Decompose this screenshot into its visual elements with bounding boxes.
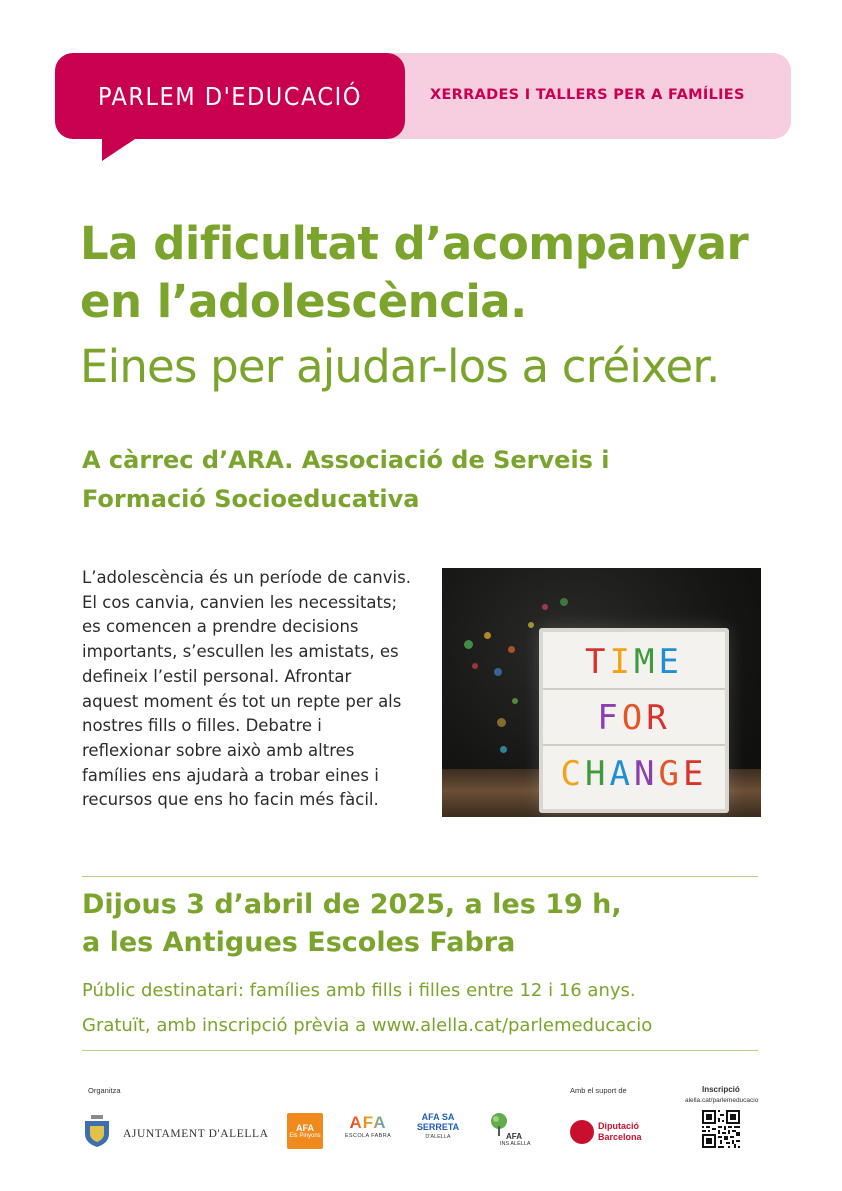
registration-url: alella.cat/parlemeducacio [685,1097,759,1104]
event-subtitle: Eines per ajudar-los a créixer. [80,340,720,393]
date-line-1: Dijous 3 d’abril de 2025, a les 19 h, [82,889,622,920]
sign-letter: F [597,698,622,738]
bokeh-light [497,718,506,727]
divider-bottom [82,1050,758,1051]
sign-row-2 [543,690,725,746]
sign-letter: I [609,642,634,682]
bokeh-light [464,640,473,649]
qr-code-icon[interactable] [702,1110,740,1148]
organizer-label: Organitza [88,1086,121,1095]
description-line: recursos que ens ho facin més fàcil. [82,790,379,810]
registration-label: Inscripció [702,1085,740,1094]
diputacio-barcelona-logo: Diputació Barcelona [598,1121,642,1142]
bokeh-light [512,698,518,704]
sign-letter: O [621,698,647,738]
support-label: Amb el suport de [570,1086,627,1095]
bokeh-light [542,604,548,610]
event-description [82,566,428,813]
series-subtitle: XERRADES I TALLERS PER A FAMÍLIES [430,87,745,103]
title-line-1: La dificultat d’acompanyar [80,217,749,270]
description-line: El cos canvia, canvien les necessitats; [82,592,398,612]
afa-escola-fabra-logo: AFA ESCOLA FABRA [344,1113,392,1139]
sign-letter: T [585,642,610,682]
bokeh-light [528,622,534,628]
divider-top [82,876,758,877]
speaker [82,441,610,519]
diputacio-seal-icon [570,1120,594,1144]
sign-letter: M [634,642,659,682]
sign-letter: E [658,642,683,682]
speech-bubble-tail [102,137,138,161]
description-line: defineix l’estil personal. Afrontar [82,666,352,686]
series-title: PARLEM D'EDUCACIÓ [98,81,362,111]
description-line: aquest moment és tot un repte per als [82,691,402,711]
sign-letter: G [658,754,683,794]
description-line: famílies ens ajudarà a trobar eines i [82,765,379,785]
venue-line: a les Antigues Escoles Fabra [82,927,516,958]
description-line: es comencen a prendre decisions [82,617,359,637]
sign-letter: C [560,754,586,794]
bokeh-light [560,598,568,606]
time-for-change-photo [442,568,761,817]
description-line: reflexionar sobre això amb altres [82,740,355,760]
registration-info: Gratuït, amb inscripció prèvia a www.alella.cat/parlemeducacio [82,1015,653,1036]
event-title [80,215,748,331]
description-line: importants, s’escullen les amistats, es [82,642,399,662]
event-date [82,886,622,962]
bokeh-light [500,746,507,753]
sign-letter: R [646,698,671,738]
description-line: nostres fills o filles. Debatre i [82,716,322,736]
speaker-line-2: Formació Socioeducativa [82,485,420,513]
organizer-name: AJUNTAMENT D'ALELLA [123,1128,269,1140]
bokeh-light [494,668,502,676]
speaker-line-1: A càrrec d’ARA. Associació de Serveis i [82,446,610,474]
afa-els-pinyons-logo: AFA Els Pinyons [287,1113,323,1149]
sign-letter: A [609,754,634,794]
title-line-2: en l’adolescència. [80,275,527,328]
sign-letter: E [682,754,708,794]
sign-letter: N [634,754,659,794]
description-line: L’adolescència és un període de canvis. [82,568,411,587]
sign-row-3 [543,746,725,802]
audience-info: Públic destinatari: famílies amb fills i filles entre 12 i 16 anys. [82,980,636,1001]
series-title-box [55,53,405,139]
lightbox-sign [539,628,729,813]
bokeh-light [472,663,478,669]
bokeh-light [484,632,491,639]
afa-sa-serreta-logo: AFA SA SERRETA D'ALELLA [416,1112,460,1140]
bokeh-light [508,646,515,653]
sign-letter: H [585,754,610,794]
afa-ins-alella-logo: AFA INS ALELLA [486,1112,540,1150]
alella-shield-icon [82,1112,112,1148]
sign-row-1 [543,634,725,690]
